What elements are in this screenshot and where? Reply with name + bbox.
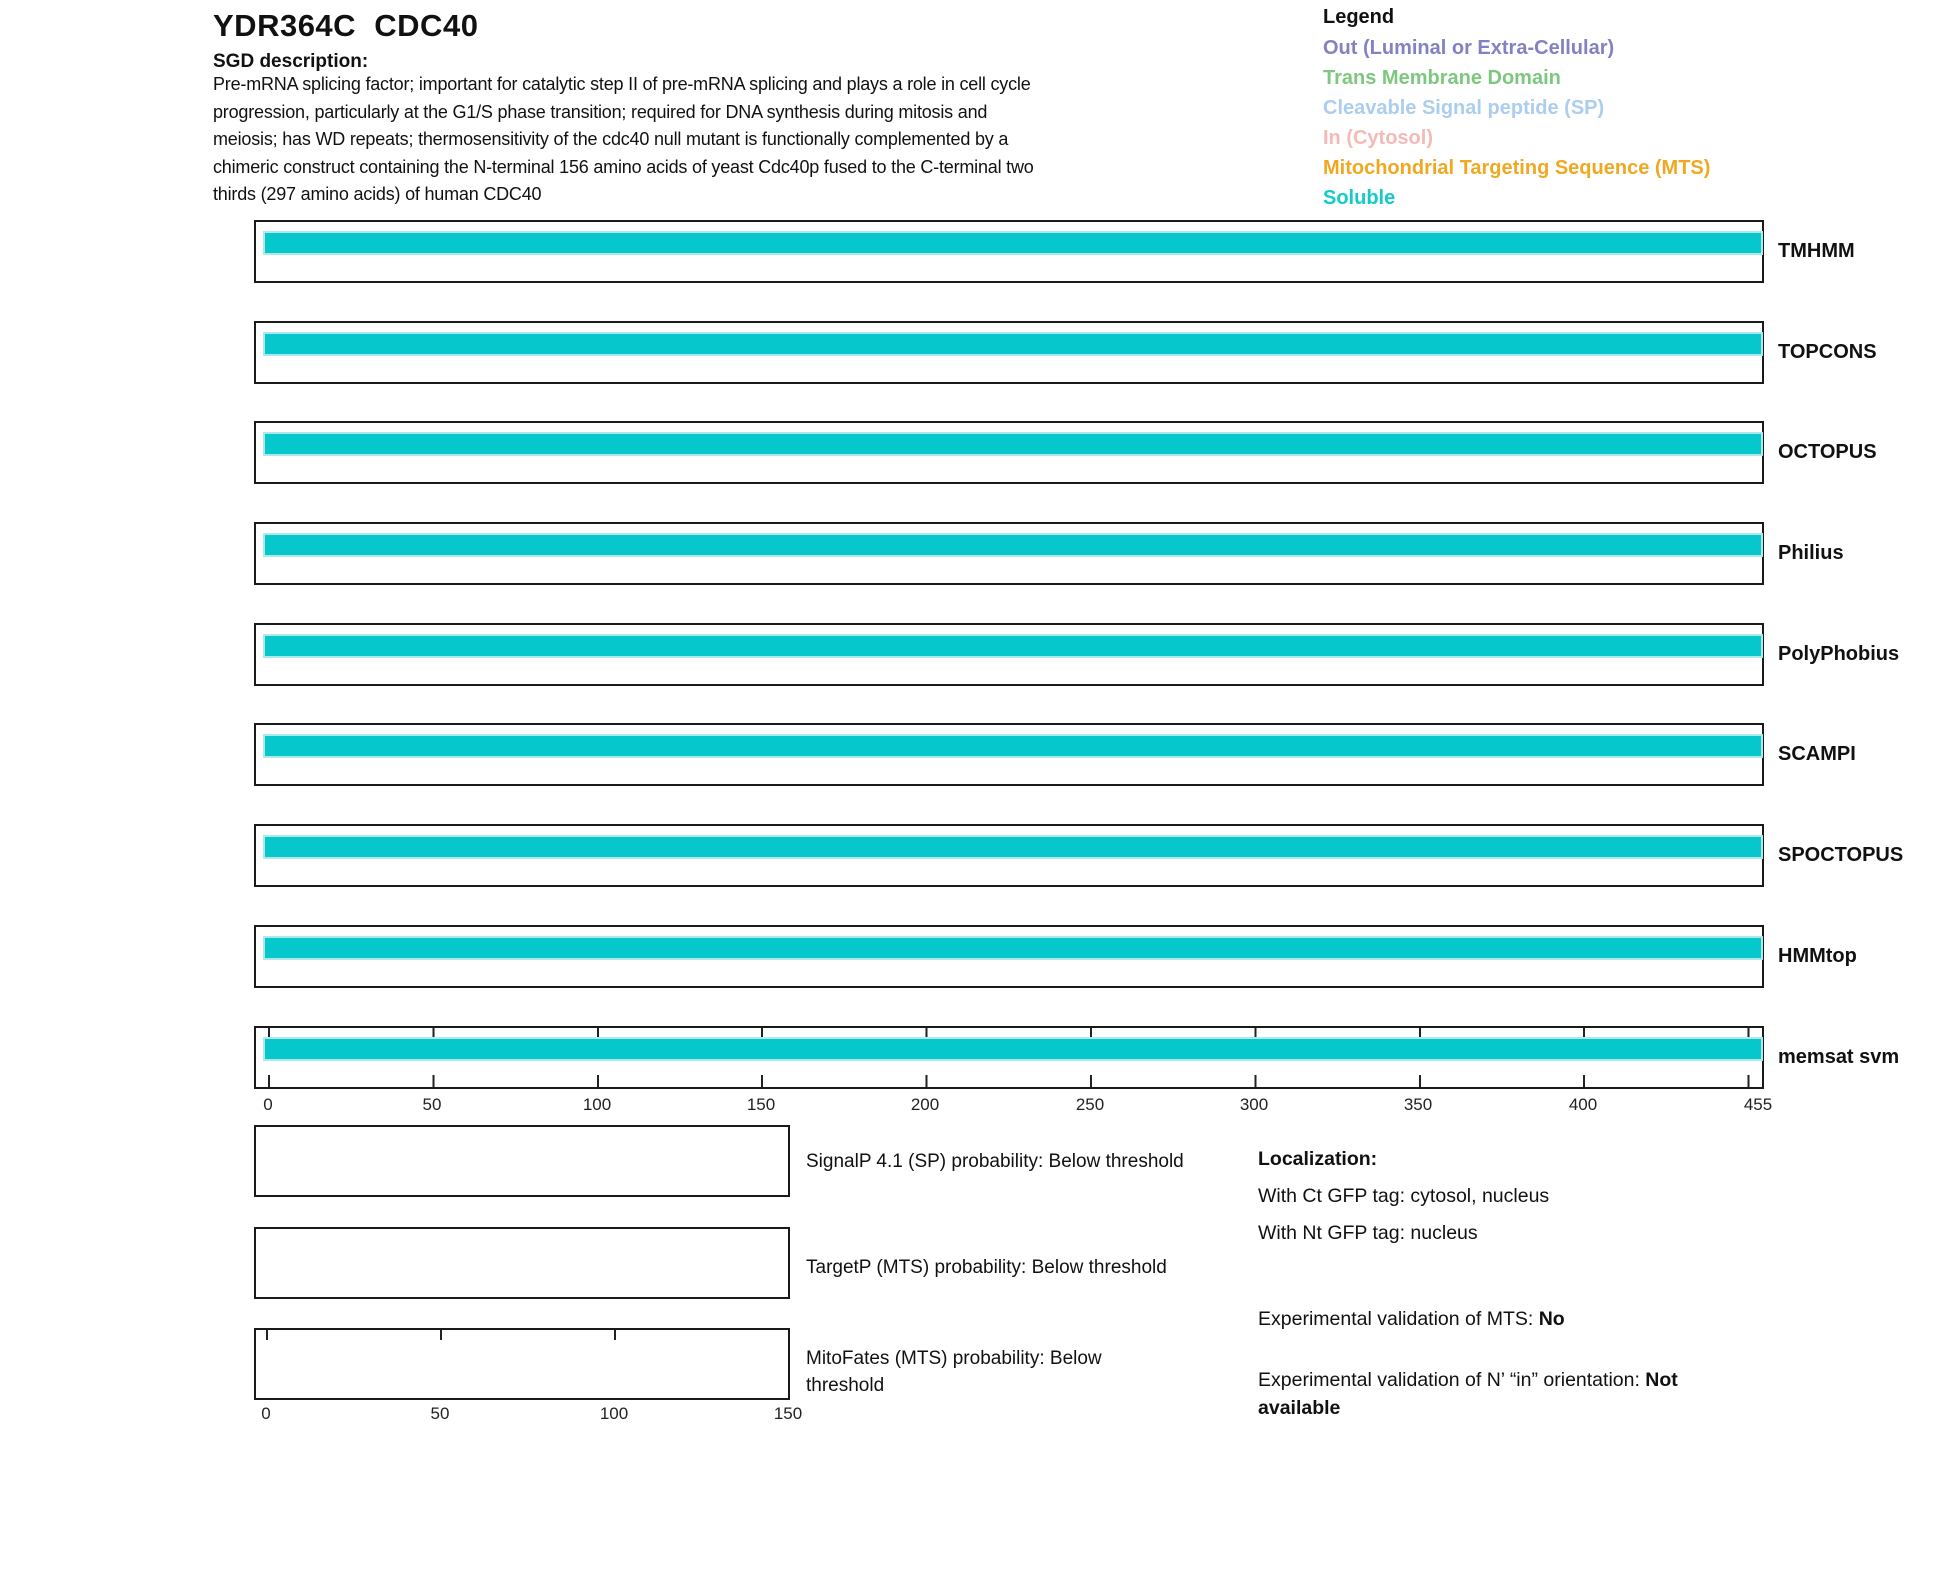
legend-item-out: Out (Luminal or Extra-Cellular) — [1323, 37, 1615, 59]
track-box — [254, 723, 1764, 786]
axis-tick-label: 350 — [1403, 1095, 1433, 1114]
track-label-hmmtop: HMMtop — [1778, 945, 1857, 967]
axis-tick-label: 150 — [773, 1404, 803, 1423]
axis-tick-label: 50 — [422, 1095, 442, 1114]
legend-item-soluble: Soluble — [1323, 187, 1396, 209]
mitofates-caption: MitoFates (MTS) probability: Below threshold — [806, 1348, 1102, 1396]
mts-validation-line — [1258, 1308, 1565, 1331]
track-label-memsat-svm: memsat svm — [1778, 1046, 1900, 1068]
axis-tick-label: 400 — [1568, 1095, 1598, 1114]
legend-item-mts: Mitochondrial Targeting Sequence (MTS) — [1323, 157, 1711, 179]
track-label-polyphobius: PolyPhobius — [1778, 643, 1900, 665]
track-tmhmm — [0, 220, 1950, 284]
page-title: YDR364C CDC40 — [213, 8, 479, 43]
soluble-bar — [263, 936, 1763, 960]
axis-tick-label: 300 — [1239, 1095, 1269, 1114]
soluble-bar — [263, 332, 1763, 356]
track-label-topcons: TOPCONS — [1778, 341, 1877, 363]
legend-item-sp: Cleavable Signal peptide (SP) — [1323, 97, 1605, 119]
targetp-probability-box — [254, 1227, 790, 1299]
soluble-bar — [263, 1037, 1763, 1061]
axis-tick-label: 0 — [263, 1095, 273, 1114]
signalp-probability-box — [254, 1125, 790, 1197]
localization-heading: Localization: — [1258, 1148, 1378, 1170]
signalp-caption: SignalP 4.1 (SP) probability: Below threshold — [806, 1151, 1184, 1172]
track-box — [254, 220, 1764, 283]
track-topcons — [0, 321, 1950, 385]
sgd-description-label: SGD description: — [213, 51, 369, 72]
track-box — [254, 1026, 1764, 1089]
track-label-octopus: OCTOPUS — [1778, 441, 1877, 463]
track-spoctopus — [0, 824, 1950, 888]
axis-tick-marks-bottom — [268, 1075, 1752, 1087]
track-box — [254, 522, 1764, 585]
sgd-description-text: Pre-mRNA splicing factor; important for catalytic step II of pre-mRNA splicing and plays a role in cell cycle progression, particularly at the G1/S phase transition; required for DNA synthesis during mitosis and meiosis; has WD repeats; thermosensitivity of the cdc40 null mutant is functionally complemented by a chimeric construct containing the N-terminal 156 amino acids of yeast Cdc40p fused to the C-terminal two thirds (297 amino acids) of human CDC40 — [213, 74, 1034, 204]
axis-tick-label: 150 — [746, 1095, 776, 1114]
soluble-bar — [263, 734, 1763, 758]
targetp-caption: TargetP (MTS) probability: Below threshold — [806, 1257, 1167, 1278]
axis-tick-marks-top — [266, 1330, 618, 1340]
track-scampi — [0, 723, 1950, 787]
localization-ct-line: With Ct GFP tag: cytosol, nucleus — [1258, 1185, 1550, 1207]
track-label-scampi: SCAMPI — [1778, 743, 1856, 765]
legend-item-tmd: Trans Membrane Domain — [1323, 67, 1561, 89]
track-box — [254, 824, 1764, 887]
track-box — [254, 421, 1764, 484]
track-philius — [0, 522, 1950, 586]
axis-tick-label: 100 — [582, 1095, 612, 1114]
track-label-philius: Philius — [1778, 542, 1844, 564]
soluble-bar — [263, 835, 1763, 859]
orientation-validation-value: Not available — [1258, 1369, 1678, 1419]
axis-tick-label: 50 — [430, 1404, 450, 1423]
soluble-bar — [263, 533, 1763, 557]
soluble-bar — [263, 432, 1763, 456]
mitofates-probability-box — [254, 1328, 790, 1400]
track-label-tmhmm: TMHMM — [1778, 240, 1855, 262]
track-box — [254, 623, 1764, 686]
track-label-spoctopus: SPOCTOPUS — [1778, 844, 1904, 866]
legend-item-in: In (Cytosol) — [1323, 127, 1433, 149]
orientation-validation-label: Experimental validation of N’ “in” orientation: — [1258, 1369, 1646, 1391]
track-memsat-svm — [0, 1026, 1950, 1090]
axis-tick-label: 455 — [1743, 1095, 1773, 1114]
axis-tick-label: 100 — [599, 1404, 629, 1423]
orientation-validation-line — [1258, 1366, 1738, 1422]
track-box — [254, 321, 1764, 384]
soluble-bar — [263, 634, 1763, 658]
soluble-bar — [263, 231, 1763, 255]
axis-tick-label: 0 — [261, 1404, 271, 1423]
track-polyphobius — [0, 623, 1950, 687]
mts-validation-value: No — [1538, 1308, 1565, 1330]
localization-nt-line: With Nt GFP tag: nucleus — [1258, 1222, 1478, 1244]
axis-tick-label: 200 — [910, 1095, 940, 1114]
track-octopus — [0, 421, 1950, 485]
legend-title: Legend — [1323, 6, 1395, 28]
axis-tick-label: 250 — [1075, 1095, 1105, 1114]
track-hmmtop — [0, 925, 1950, 989]
track-box — [254, 925, 1764, 988]
mts-validation-label: Experimental validation of MTS: — [1258, 1308, 1539, 1330]
